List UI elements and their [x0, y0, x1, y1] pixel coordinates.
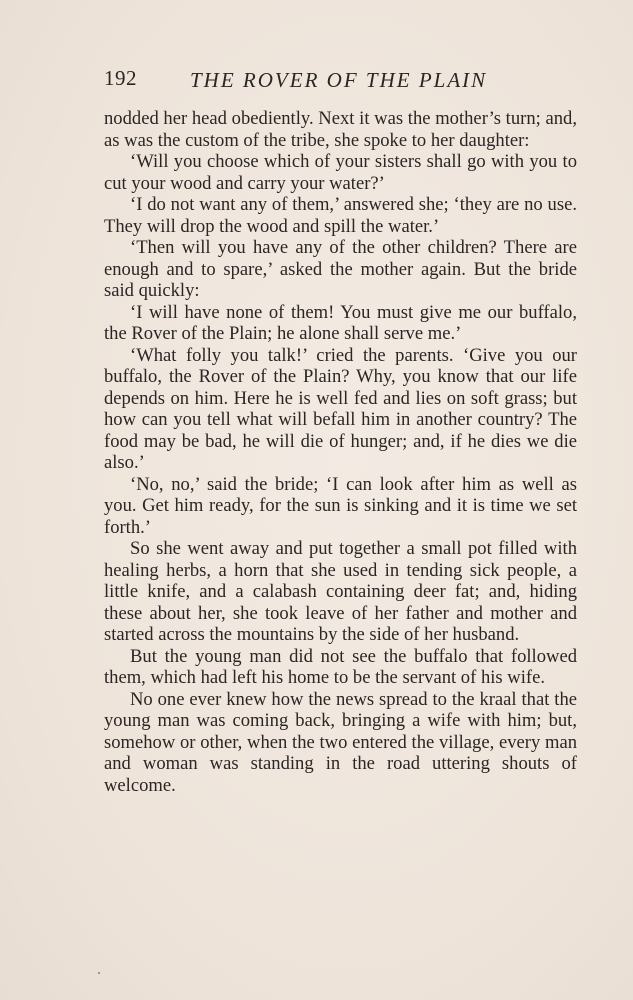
- paper-speck: [98, 972, 100, 974]
- paragraph-6: ‘What folly you talk!’ cried the parents. ‘Give you our buffalo, the Rover of the Plain? Why, you know that our life depends on him. Here he is well fed and lies on soft grass; but how can you tell what will befall him in another country? The food may be bad, he will die of hunger; and, if he dies we die also.’: [104, 344, 577, 473]
- running-title: THE ROVER OF THE PLAIN: [190, 68, 488, 92]
- paragraph-3: ‘I do not want any of them,’ answered she; ‘they are no use. They will drop the wood and spill the water.’: [104, 194, 577, 237]
- paragraph-7: ‘No, no,’ said the bride; ‘I can look after him as well as you. Get him ready, for the sun is sinking and it is time we set forth.’: [104, 473, 577, 538]
- page-number: 192: [104, 66, 137, 90]
- paragraph-5: ‘I will have none of them! You must give me our buffalo, the Rover of the Plain; he alone shall serve me.’: [104, 301, 577, 344]
- body-text: [104, 108, 577, 796]
- paragraph-4: ‘Then will you have any of the other children? There are enough and to spare,’ asked the mother again. But the bride said quickly:: [104, 237, 577, 301]
- paragraph-2: ‘Will you choose which of your sisters shall go with you to cut your wood and carry your water?’: [104, 151, 577, 194]
- paragraph-8: So she went away and put together a small pot filled with healing herbs, a horn that she used in tending sick people, a little knife, and a calabash containing deer fat; and, hiding these about her, she took leave of her father and mother and started across the mountains by the side of her husband.: [104, 538, 577, 645]
- paragraph-9: But the young man did not see the buffalo that followed them, which had left his home to be the servant of his wife.: [104, 645, 577, 688]
- paragraph-10: No one ever knew how the news spread to the kraal that the young man was coming back, bringing a wife with him; but, somehow or other, when the two entered the village, every man and woman was standing in the road uttering shouts of welcome.: [104, 688, 577, 796]
- paragraph-1: nodded her head obediently. Next it was the mother’s turn; and, as was the custom of the tribe, she spoke to her daughter:: [104, 108, 577, 151]
- running-head: [104, 66, 574, 96]
